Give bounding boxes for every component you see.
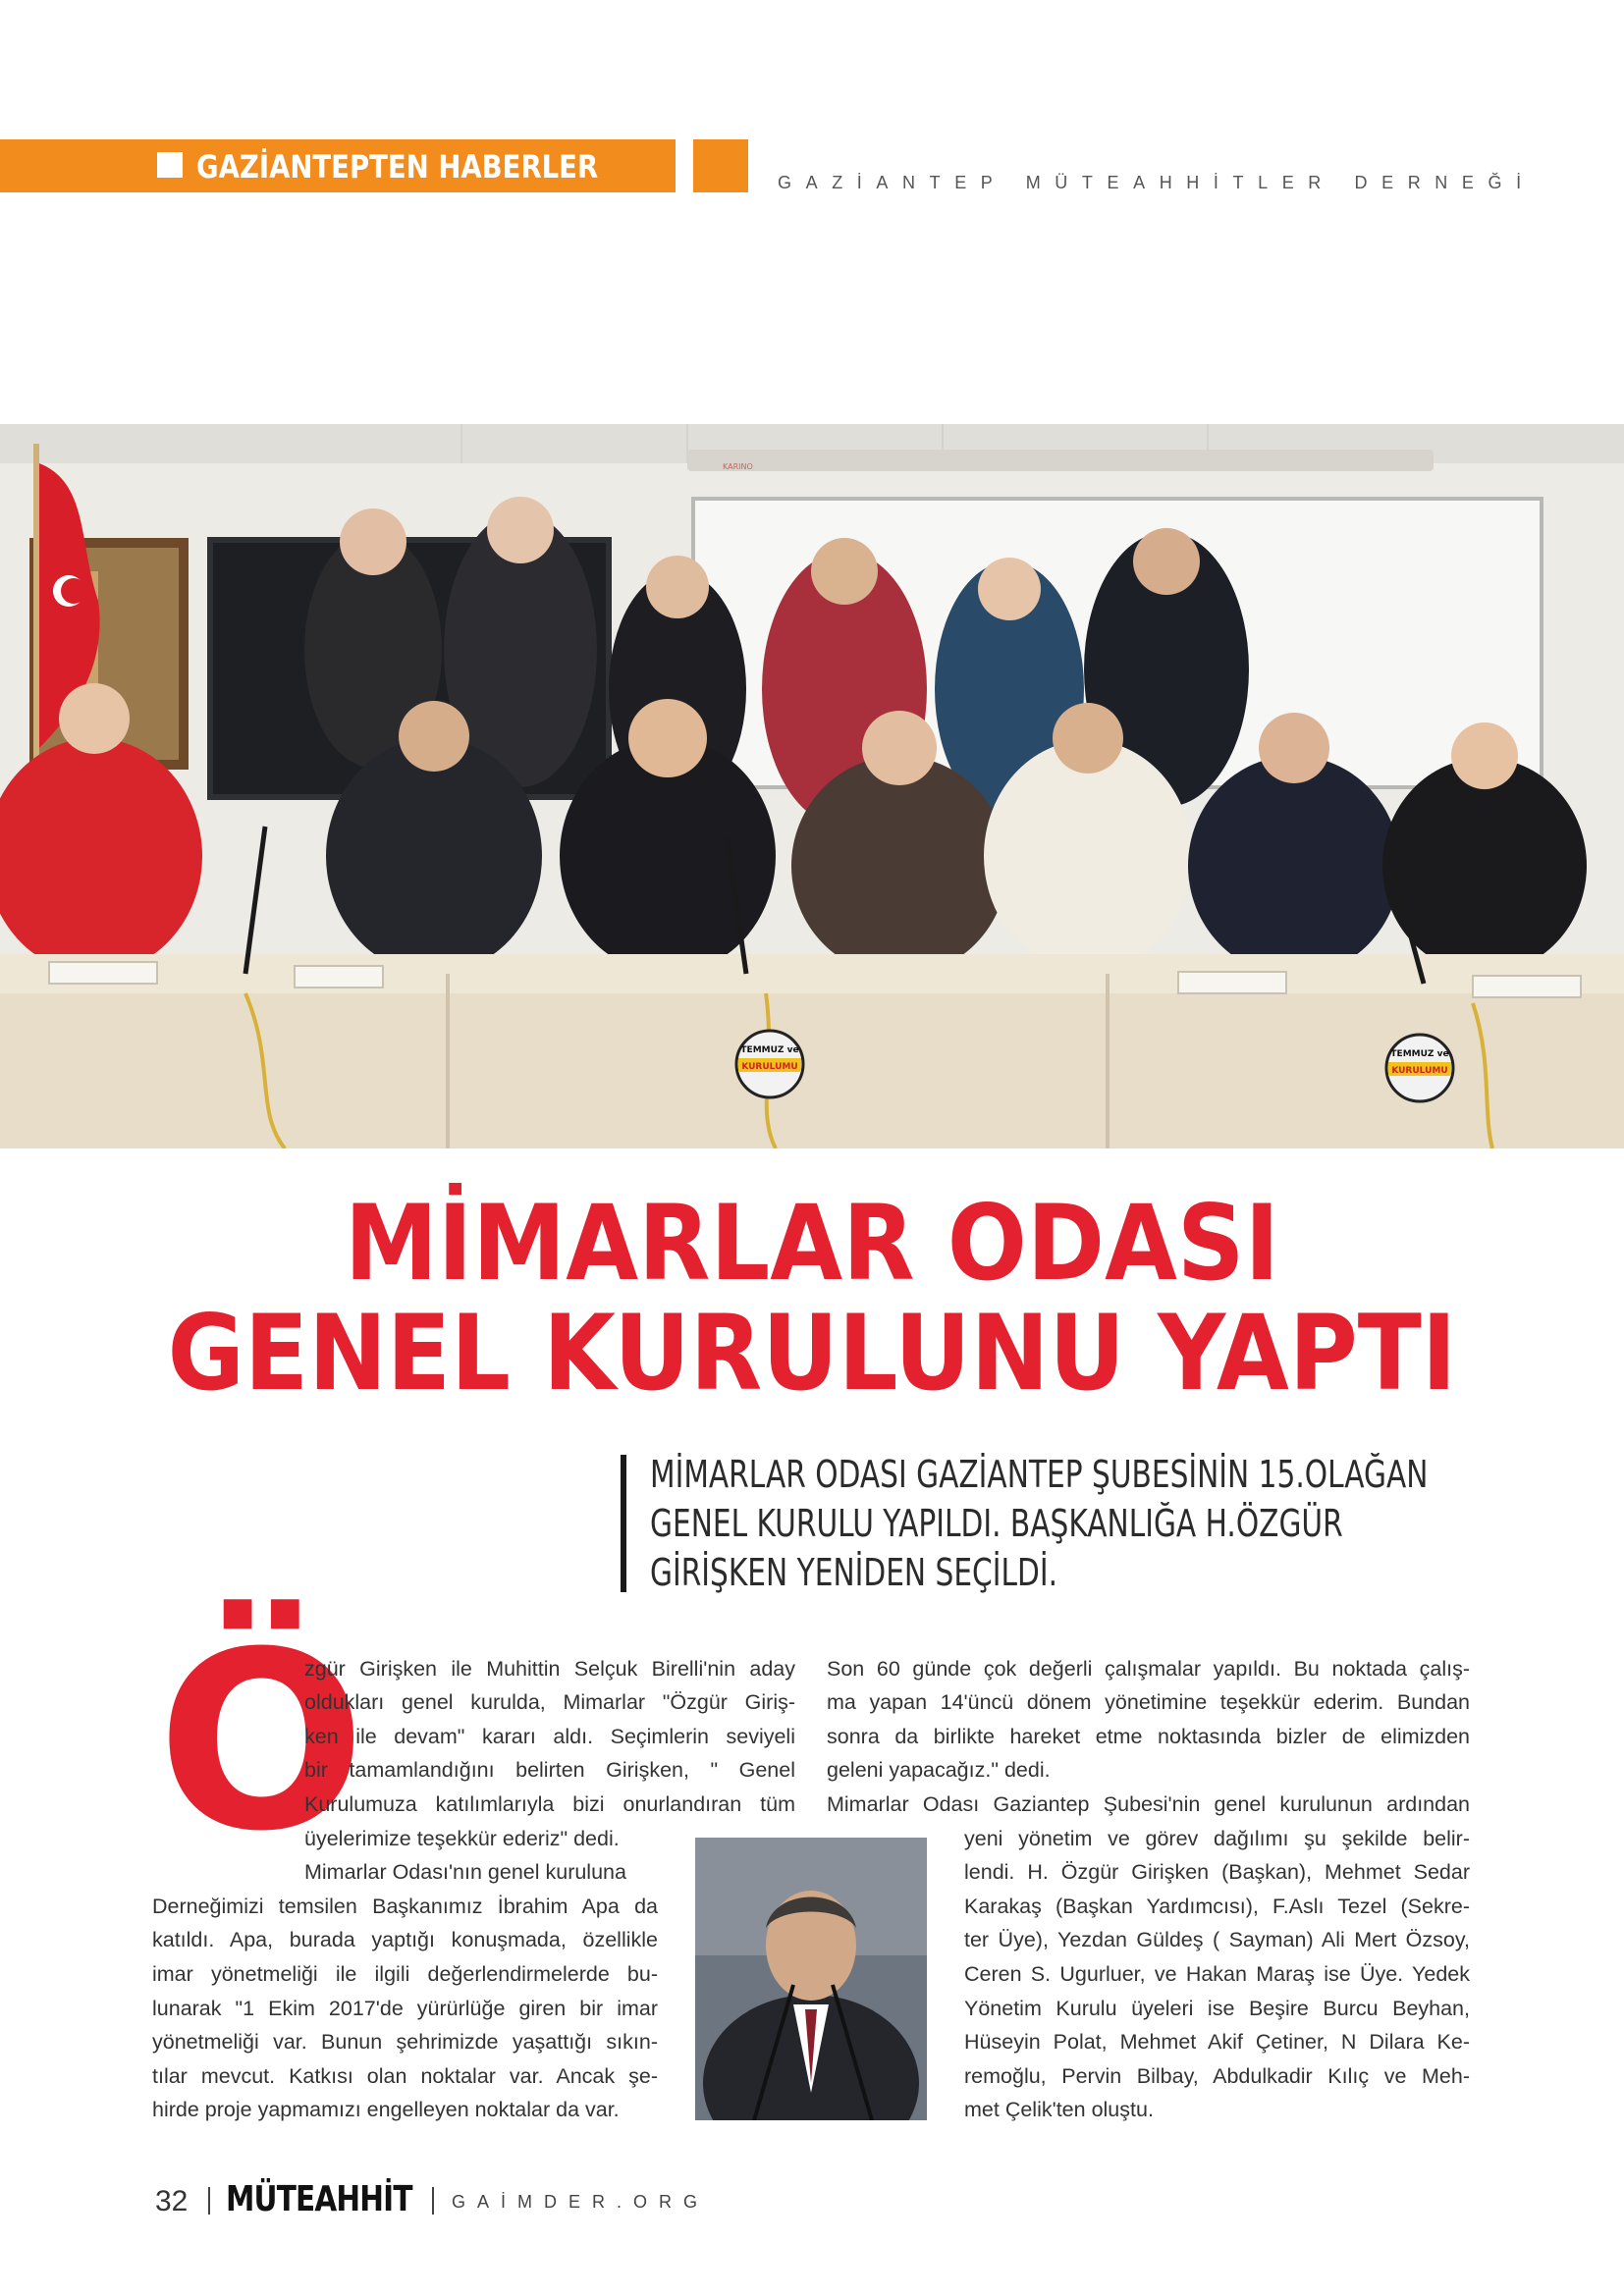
footer-divider <box>208 2187 210 2215</box>
organization-name: GAZİANTEP MÜTEAHHİTLER DERNEĞİ <box>778 173 1536 192</box>
body-line: tılar mevcut. Katkısı olan noktalar var. Ancak şe- <box>152 2064 658 2088</box>
sticker-text-bottom-2: KURULUMU <box>1391 1066 1448 1076</box>
body-line: Yönetim Kurulu üyeleri ise Beşire Burcu Beyhan, <box>964 1997 1470 2020</box>
sticker-text-top-1: TEMMUZ ve <box>740 1045 799 1055</box>
body-line: ter Üye), Yezdan Güldeş ( Sayman) Ali Mert Özsoy, <box>964 1928 1470 1951</box>
body-line: ma yapan 14'üncü dönem yönetimine teşekkür ederim. Bundan <box>827 1690 1470 1714</box>
body-line: yeni yönetim ve görev dağılımı şu şekilde belir- <box>964 1827 1470 1850</box>
body-line: geleni yapacağız." dedi. <box>827 1758 1051 1782</box>
deck-line-2: GENEL KURULU YAPILDI. BAŞKANLIĞA H.ÖZGÜR <box>650 1502 1343 1545</box>
body-line: yönetmeliği var. Bunun şehrimizde yaşattığı sıkın- <box>152 2030 658 2054</box>
sticker-text-bottom-1: KURULUMU <box>741 1062 798 1072</box>
body-line: Mimarlar Odası Gaziantep Şubesi'nin genel kurulunun ardından <box>827 1792 1470 1816</box>
body-line: katıldı. Apa, burada yaptığı konuşmada, özellikle <box>152 1928 658 1951</box>
page-number: 32 <box>155 2185 189 2217</box>
deck-line-1: MİMARLAR ODASI GAZİANTEP ŞUBESİNİN 15.OLAĞAN <box>650 1453 1429 1496</box>
body-line: Karakaş (Başkan Yardımcısı), F.Aslı Tezel (Sekre- <box>964 1895 1470 1918</box>
body-line: üyelerimize teşekkür ederiz" dedi. <box>304 1827 620 1850</box>
body-line: Mimarlar Odası'nın genel kuruluna <box>304 1860 626 1884</box>
body-line: Ceren S. Ugurluer, ve Hakan Maraş ise Üye. Yedek <box>964 1962 1470 1986</box>
headline-line-1: MİMARLAR ODASI <box>344 1183 1280 1304</box>
group-photo <box>0 424 1624 1148</box>
drop-cap: Ö <box>157 1599 366 1885</box>
section-title: GAZİANTEPTEN HABERLER <box>196 148 599 186</box>
body-line: Son 60 günde çok değerli çalışmalar yapıldı. Bu noktada çalış- <box>827 1657 1470 1681</box>
section-square-icon <box>157 152 183 178</box>
body-line: hirde proje yapmamızı engelleyen noktalar da var. <box>152 2098 620 2121</box>
body-line: lendi. H. Özgür Girişken (Başkan), Mehmet Sedar <box>964 1860 1470 1884</box>
body-line: remoğlu, Pervin Bilbay, Abdulkadir Kılıç ve Meh- <box>964 2064 1470 2088</box>
body-line: bir tamamlandığını belirten Girişken, " Genel <box>304 1758 795 1782</box>
body-line: Derneğimizi temsilen Başkanımız İbrahim Apa da <box>152 1895 658 1918</box>
group-photo-illustration <box>0 424 1624 1148</box>
body-line: zgür Girişken ile Muhittin Selçuk Birelli'nin aday <box>304 1657 795 1681</box>
body-line: imar yönetmeliği ile ilgili değerlendirmelerde bu- <box>152 1962 658 1986</box>
section-bar-accent <box>693 139 748 192</box>
body-line: Hüseyin Polat, Mehmet Akif Çetiner, N Dilara Ke- <box>964 2030 1470 2054</box>
body-line: ken ile devam" kararı aldı. Seçimlerin seviyeli <box>304 1725 795 1748</box>
body-line: sonra da birlikte hareket etme noktasında bizler de elimizden <box>827 1725 1470 1748</box>
headline-line-2: GENEL KURULUNU YAPTI <box>167 1293 1457 1414</box>
sticker-text-top-2: TEMMUZ ve <box>1390 1049 1449 1059</box>
website-link[interactable]: GAİMDER.ORG <box>452 2192 710 2212</box>
magazine-logo: MÜTEAHHİT <box>226 2179 412 2219</box>
deck-rule <box>621 1455 626 1592</box>
portrait-illustration <box>695 1838 927 2120</box>
body-line: lunarak "1 Ekim 2017'de yürürlüğe giren bir imar <box>152 1997 658 2020</box>
body-line: Kurulumuza katılımlarıyla bizi onurlandıran tüm <box>304 1792 795 1816</box>
footer-divider <box>432 2187 434 2215</box>
portrait-photo <box>695 1838 927 2120</box>
deck-line-3: GİRİŞKEN YENİDEN SEÇİLDİ. <box>650 1551 1057 1594</box>
body-line: oldukları genel kurulda, Mimarlar "Özgür Giriş- <box>304 1690 795 1714</box>
screen-brand: KARINO <box>723 462 753 471</box>
body-line: met Çelik'ten oluştu. <box>964 2098 1154 2121</box>
